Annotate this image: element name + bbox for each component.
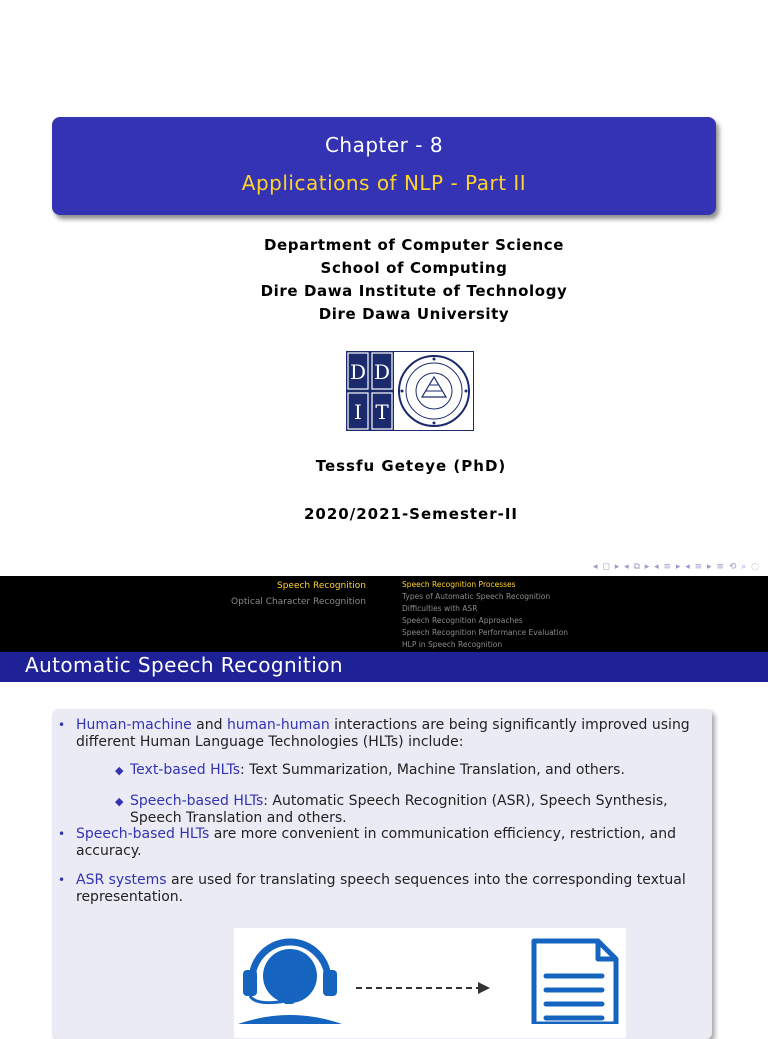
title-block <box>52 117 716 215</box>
section-ocr[interactable]: Optical Character Recognition <box>231 597 366 607</box>
bullet-speech-convenient: Speech-based HLTs are more convenient in communication efficiency, restriction, and accuracy. <box>76 826 677 859</box>
chapter-subtitle: Applications of NLP - Part II <box>241 171 527 195</box>
subbullet-speech-based: Speech-based HLTs: Automatic Speech Recognition (ASR), Speech Synthesis, Speech Translation and others. <box>130 793 668 826</box>
section-speech-recognition[interactable]: Speech Recognition <box>276 581 366 591</box>
subsection-processes[interactable]: Speech Recognition Processes <box>402 580 516 589</box>
ddit-logo <box>346 351 474 431</box>
bullet-asr-systems: ASR systems are used for translating speech sequences into the corresponding textual representation. <box>76 872 686 905</box>
diamond-bullet: ◆ <box>115 764 124 777</box>
bullet-hlt-interactions: Human-machine and human-human interactions are being significantly improved using different Human Language Technologies (HLTs) include: <box>76 717 690 750</box>
bullet-dot: • <box>58 718 66 732</box>
beamer-navigation[interactable]: ◂ ◻ ▸ ◂ ⧉ ▸ ◂ ≡ ▸ ◂ ≡ ▸ ≡ ⟲ ⌕ ◌ <box>592 562 760 572</box>
semester: 2020/2021-Semester-II <box>303 505 519 523</box>
logo-letter-t: T <box>375 400 389 424</box>
headset-user-icon <box>238 942 342 1024</box>
asr-figure <box>234 928 626 1038</box>
bullet-dot: • <box>58 873 66 887</box>
bullet-dot: • <box>58 827 66 841</box>
subsection-difficulties[interactable]: Difficulties with ASR <box>402 604 478 613</box>
chapter-title: Chapter - 8 <box>324 133 444 157</box>
institute-line: Department of Computer Science <box>263 236 565 254</box>
logo-letter-d1: D <box>349 360 367 384</box>
institute-line: School of Computing <box>320 259 508 277</box>
frame-title-bar <box>0 652 768 682</box>
subsection-hlp[interactable]: HLP in Speech Recognition <box>402 640 503 649</box>
institute-line: Dire Dawa Institute of Technology <box>260 282 568 300</box>
subsection-evaluation[interactable]: Speech Recognition Performance Evaluation <box>402 628 569 637</box>
document-icon <box>534 941 616 1024</box>
institute-line: Dire Dawa University <box>318 305 510 323</box>
slide-header <box>0 576 768 652</box>
frame-title: Automatic Speech Recognition <box>25 653 343 677</box>
diamond-bullet: ◆ <box>115 795 124 808</box>
subsection-approaches[interactable]: Speech Recognition Approaches <box>402 616 523 625</box>
subsection-types[interactable]: Types of Automatic Speech Recognition <box>402 592 551 601</box>
dashed-arrow-icon <box>356 982 490 994</box>
author: Tessfu Geteye (PhD) <box>315 457 507 475</box>
logo-letter-i: I <box>354 400 362 424</box>
subsection-list <box>402 579 568 651</box>
institute-info <box>0 234 768 326</box>
logo-letter-d2: D <box>373 360 391 384</box>
subbullet-text-based: Text-based HLTs: Text Summarization, Machine Translation, and others. <box>130 762 625 778</box>
